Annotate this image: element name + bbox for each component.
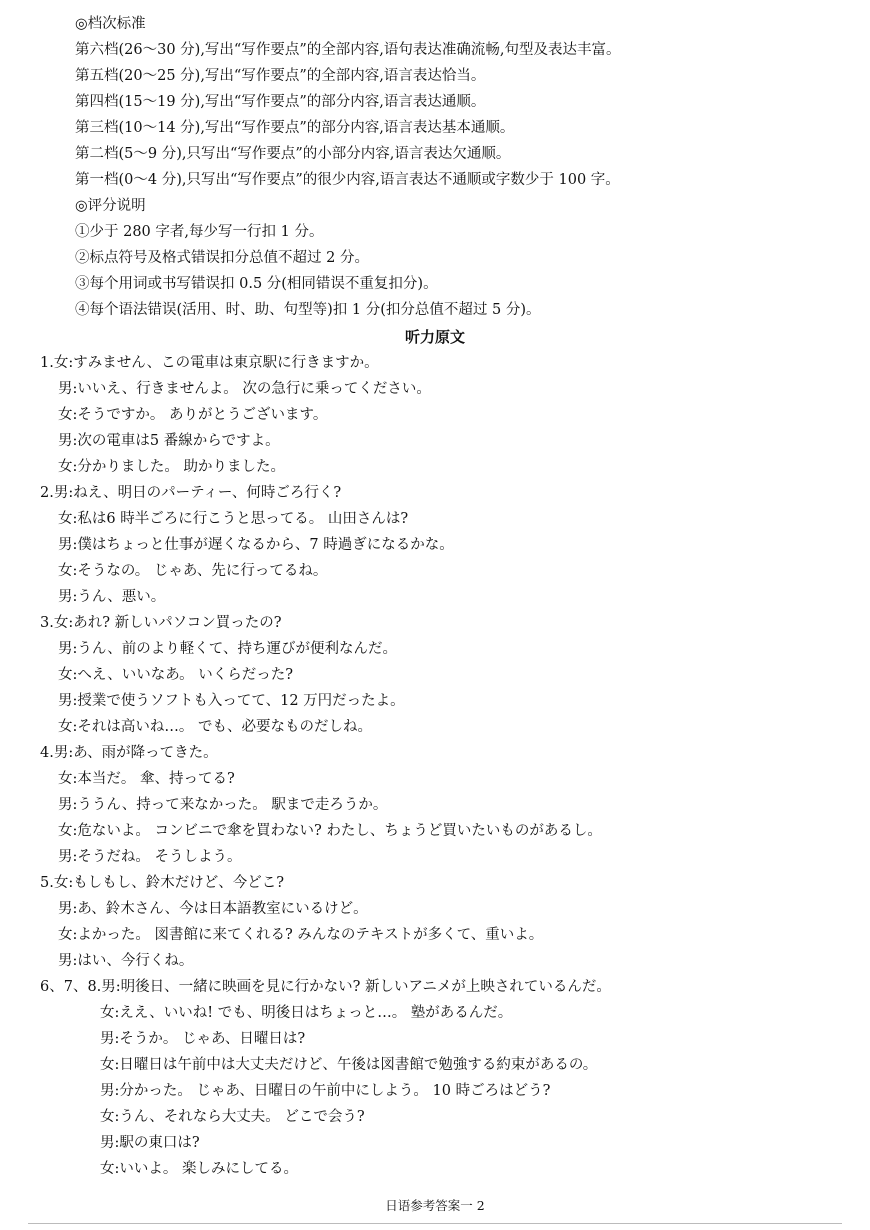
bottom-divider (28, 1223, 842, 1224)
dialogue-line: 女:本当だ。 傘、持ってる? (58, 771, 235, 787)
dialogue-line: 男:ううん、持って来なかった。 駅まで走ろうか。 (58, 797, 388, 813)
dialogue-line: 2.男:ねえ、明日のパーティー、何時ごろ行く? (40, 485, 342, 501)
note-item-4: ④每个语法错误(活用、时、助、句型等)扣 1 分(扣分总值不超过 5 分)。 (75, 302, 541, 318)
dialogue-line: 男:そうか。 じゃあ、日曜日は? (100, 1031, 306, 1047)
dialogue-line: 女:分かりました。 助かりました。 (58, 459, 285, 475)
note-item-2: ②标点符号及格式错误扣分总值不超过 2 分。 (75, 250, 369, 266)
grade-level-2: 第二档(5～9 分),只写出“写作要点”的小部分内容,语言表达欠通顺。 (75, 146, 511, 162)
grade-level-6: 第六档(26～30 分),写出“写作要点”的全部内容,语句表达准确流畅,句型及表达丰富。 (75, 42, 621, 58)
dialogue-line: 男:僕はちょっと仕事が遅くなるから、7 時過ぎになるかな。 (58, 537, 454, 553)
grade-level-4: 第四档(15～19 分),写出“写作要点”的部分内容,语言表达通顺。 (75, 94, 486, 110)
grade-level-1: 第一档(0～4 分),只写出“写作要点”的很少内容,语言表达不通顺或字数少于 100 字。 (75, 172, 620, 188)
listening-title: 听力原文 (404, 328, 465, 346)
dialogue-line: 男:うん、前のより軽くて、持ち運びが便利なんだ。 (58, 641, 397, 657)
dialogue-line: 女:ええ、いいね! でも、明後日はちょっと…。 塾があるんだ。 (100, 1005, 513, 1021)
dialogue-line: 女:そうなの。 じゃあ、先に行ってるね。 (58, 563, 328, 579)
dialogue-line: 1.女:すみません、この電車は東京駅に行きますか。 (40, 355, 379, 371)
dialogue-line: 女:そうですか。 ありがとうございます。 (58, 407, 328, 423)
grading-heading: ◎档次标准 (75, 16, 146, 32)
dialogue-line: 男:駅の東口は? (100, 1135, 200, 1151)
dialogue-line: 女:いいよ。 楽しみにしてる。 (100, 1161, 298, 1177)
grade-level-5: 第五档(20～25 分),写出“写作要点”的全部内容,语言表达恰当。 (75, 68, 486, 84)
dialogue-line: 男:分かった。 じゃあ、日曜日の午前中にしよう。 10 時ごろはどう? (100, 1083, 551, 1099)
dialogue-line: 4.男:あ、雨が降ってきた。 (40, 745, 218, 761)
dialogue-line: 男:次の電車は5 番線からですよ。 (58, 433, 280, 449)
note-item-3: ③每个用词或书写错误扣 0.5 分(相同错误不重复扣分)。 (75, 276, 438, 292)
dialogue-line: 女:危ないよ。 コンビニで傘を買わない? わたし、ちょうど買いたいものがあるし。 (58, 823, 602, 839)
dialogue-line: 女:日曜日は午前中は大丈夫だけど、午後は図書館で勉強する約束があるの。 (100, 1057, 598, 1073)
note-item-1: ①少于 280 字者,每少写一行扣 1 分。 (75, 224, 324, 240)
dialogue-line: 3.女:あれ? 新しいパソコン買ったの? (40, 615, 282, 631)
dialogue-line: 男:いいえ、行きませんよ。 次の急行に乗ってください。 (58, 381, 431, 397)
dialogue-line: 男:あ、鈴木さん、今は日本語教室にいるけど。 (58, 901, 368, 917)
notes-heading: ◎评分说明 (75, 198, 146, 214)
dialogue-line: 男:はい、今行くね。 (58, 953, 194, 969)
dialogue-line: 女:うん、それなら大丈夫。 どこで会う? (100, 1109, 365, 1125)
dialogue-line: 男:そうだね。 そうしよう。 (58, 849, 242, 865)
dialogue-line: 6、7、8.男:明後日、一緒に映画を見に行かない? 新しいアニメが上映されているんだ。 (40, 979, 611, 995)
dialogue-line: 女:へえ、いいなあ。 いくらだった? (58, 667, 294, 683)
dialogue-line: 女:よかった。 図書館に来てくれる? みんなのテキストが多くて、重いよ。 (58, 927, 544, 943)
grade-level-3: 第三档(10～14 分),写出“写作要点”的部分内容,语言表达基本通顺。 (75, 120, 515, 136)
dialogue-line: 男:授業で使うソフトも入ってて、12 万円だったよ。 (58, 693, 405, 709)
dialogue-line: 女:それは高いね…。 でも、必要なものだしね。 (58, 719, 372, 735)
page-footer: 日语参考答案一 2 (385, 1198, 485, 1213)
dialogue-line: 5.女:もしもし、鈴木だけど、今どこ? (40, 875, 284, 891)
dialogue-line: 女:私は6 時半ごろに行こうと思ってる。 山田さんは? (58, 511, 409, 527)
dialogue-line: 男:うん、悪い。 (58, 589, 166, 605)
